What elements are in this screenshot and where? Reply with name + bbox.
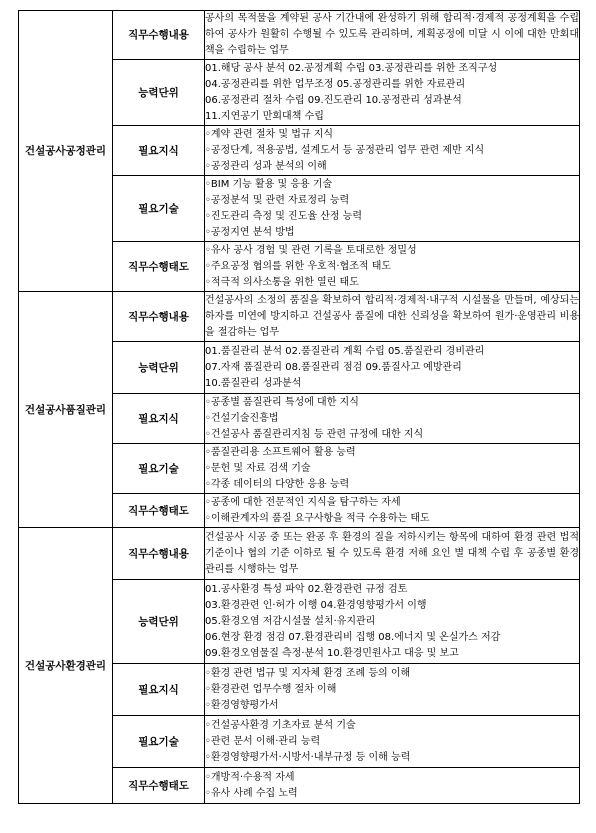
- content-line: 07.자재 품질관리 08.품질관리 점검 09.품질사고 예방관리: [205, 361, 462, 373]
- row-label: 필요기술: [113, 444, 205, 494]
- content-line: ◦이해관계자의 품질 요구사항을 적극 수용하는 태도: [205, 512, 430, 524]
- competency-table: [18, 10, 580, 804]
- content-line: 06.공정관리 절차 수립 09.진도관리 10.공정관리 성과분석: [205, 94, 462, 106]
- content-line: ◦환경관련 업무수행 절차 이해: [205, 683, 337, 695]
- row-content: [205, 60, 580, 126]
- content-line: ◦개방적·수용적 자세: [205, 771, 295, 783]
- row-label: 필요지식: [113, 394, 205, 444]
- content-line: ◦건설기술진흥법: [205, 412, 279, 424]
- row-label: 능력단위: [113, 60, 205, 126]
- content-line: 01.공사환경 특성 파악 02.환경관련 규정 검토: [205, 583, 408, 595]
- row-content: [205, 126, 580, 176]
- content-line: ◦진도관리 측정 및 진도율 산정 능력: [205, 210, 363, 222]
- row-content: [205, 716, 580, 768]
- content-line: ◦공정분석 및 관련 자료정리 능력: [205, 194, 350, 206]
- row-content: [205, 242, 580, 292]
- content-line: 11.지연공기 만회대책 수립: [205, 110, 324, 122]
- content-paragraph: 건설공사 시공 중 또는 완공 후 환경의 질을 저하시키는 항목에 대하여 환경 관련 법적 기준이나 협의 기준 이하로 될 수 있도록 환경 저해 요인 별 대책 수립 후 공종별 환경관리를 시행하는 업무: [205, 531, 579, 575]
- content-line: ◦공정단계, 적용공법, 설계도서 등 공정관리 업무 관련 제반 지식: [205, 144, 485, 156]
- content-line: ◦유사 공사 경험 및 관련 기록을 토대로한 정밀성: [205, 244, 417, 256]
- content-line: 06.현장 환경 점검 07.환경관리비 집행 08.에너지 및 온실가스 저감: [205, 631, 501, 643]
- row-label: 필요기술: [113, 716, 205, 768]
- content-line: ◦공종에 대한 전문적인 지식을 탐구하는 자세: [205, 496, 401, 508]
- row-label: 필요지식: [113, 126, 205, 176]
- row-content: [205, 292, 580, 342]
- row-label: 직무수행태도: [113, 768, 205, 804]
- row-content: [205, 11, 580, 60]
- row-content: [205, 394, 580, 444]
- content-line: ◦공종별 품질관리 특성에 대한 지식: [205, 396, 359, 408]
- content-paragraph: 공사의 목적물을 계약된 공사 기간내에 완성하기 위해 합리적·경제적 공정계획을 수립하여 공사가 원활히 수행될 수 있도록 관리하며, 계획공정에 미달 시 이에 대한 만회대책을 수립하는 업무: [205, 13, 579, 56]
- row-label: 직무수행태도: [113, 242, 205, 292]
- content-line: ◦환경영향평가서·시방서·내부규정 등 이해 능력: [205, 751, 411, 763]
- row-label: 필요기술: [113, 176, 205, 242]
- content-line: ◦관련 문서 이해·관리 능력: [205, 735, 321, 747]
- content-line: 10.품질관리 성과분석: [205, 377, 302, 389]
- row-content: [205, 768, 580, 804]
- content-line: ◦적극적 의사소통을 위한 열린 태도: [205, 276, 359, 288]
- content-line: ◦각종 데이터의 다양한 응용 능력: [205, 478, 350, 490]
- content-line: 01.품질관리 분석 02.품질관리 계획 수립 05.품질관리 경비관리: [205, 345, 485, 357]
- content-line: ◦주요공정 협의를 위한 우호적·협조적 태도: [205, 260, 392, 272]
- row-label: 직무수행내용: [113, 292, 205, 342]
- table-row: [19, 11, 580, 60]
- row-label: 능력단위: [113, 342, 205, 394]
- category-cell: 건설공사환경관리: [19, 528, 113, 804]
- content-line: 01.해당 공사 분석 02.공정계획 수립 03.공정관리를 위한 조직구성: [205, 62, 498, 74]
- content-line: ◦BIM 기능 활용 및 응용 기술: [205, 178, 333, 190]
- content-paragraph: 건설공사의 소정의 품질을 확보하여 합리적·경제적·내구적 시설물을 만들며, 예상되는 하자를 미연에 방지하고 건설공사 품질에 대한 신뢰성을 확보하여 원가·운영관리 비용을 절감하는 업무: [205, 294, 579, 338]
- content-line: 03.환경관련 인·허가 이행 04.환경영향평가서 이행: [205, 599, 427, 611]
- row-label: 능력단위: [113, 580, 205, 664]
- category-cell: 건설공사품질관리: [19, 292, 113, 528]
- content-line: ◦문헌 및 자료 검색 기술: [205, 462, 311, 474]
- table-row: [19, 528, 580, 580]
- content-line: ◦환경영향평가서: [205, 699, 279, 711]
- row-content: [205, 528, 580, 580]
- content-line: 05.환경오염 저감시설물 설치·유지관리: [205, 615, 376, 627]
- content-line: ◦계약 관련 절차 및 법규 지식: [205, 128, 334, 140]
- row-label: 직무수행태도: [113, 494, 205, 528]
- row-content: [205, 342, 580, 394]
- row-label: 직무수행내용: [113, 528, 205, 580]
- content-line: ◦건설공사환경 기초자료 분석 기술: [205, 719, 356, 731]
- content-line: ◦유사 사례 수집 노력: [205, 787, 298, 799]
- content-line: 04.공정관리를 위한 업무조정 05.공정관리를 위한 자료관리: [205, 78, 466, 90]
- category-cell: 건설공사공정관리: [19, 11, 113, 292]
- row-label: 직무수행내용: [113, 11, 205, 60]
- content-line: ◦공정지연 분석 방법: [205, 226, 295, 238]
- row-content: [205, 444, 580, 494]
- content-line: 09.환경오염물질 측정·분석 10.환경민원사고 대응 및 보고: [205, 647, 459, 659]
- row-content: [205, 664, 580, 716]
- content-line: ◦건설공사 품질관리지침 등 관련 규정에 대한 지식: [205, 428, 424, 440]
- row-content: [205, 580, 580, 664]
- content-line: ◦환경 관련 법규 및 지자체 환경 조례 등의 이해: [205, 667, 411, 679]
- content-line: ◦품질관리용 소프트웨어 활용 능력: [205, 446, 356, 458]
- row-content: [205, 176, 580, 242]
- table-row: [19, 292, 580, 342]
- row-content: [205, 494, 580, 528]
- content-line: ◦공정관리 성과 분석의 이해: [205, 160, 327, 172]
- row-label: 필요지식: [113, 664, 205, 716]
